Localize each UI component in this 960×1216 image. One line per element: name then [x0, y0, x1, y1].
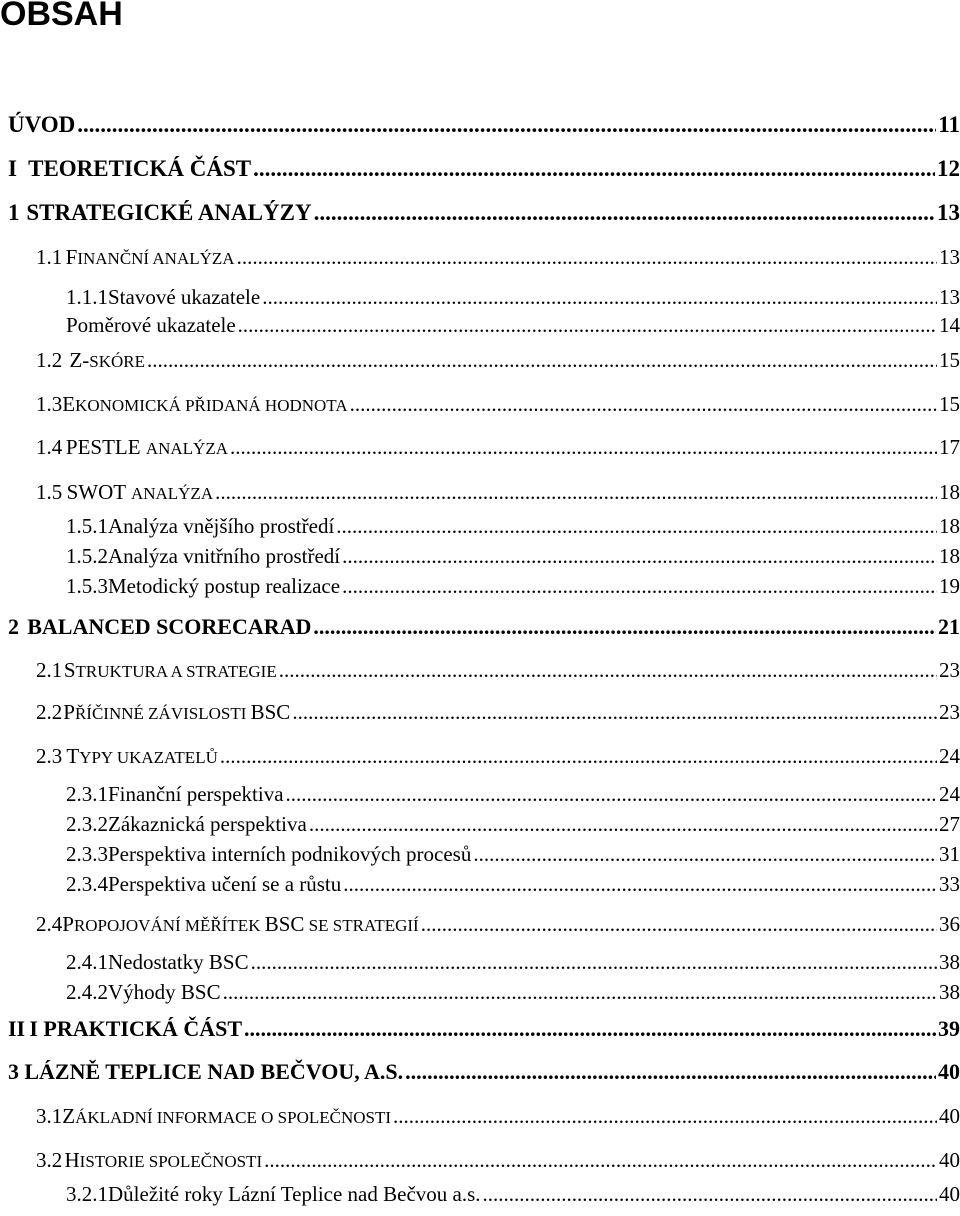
- toc-entry-2-3[interactable]: [36, 744, 960, 769]
- toc-entry-number: 2.3.1: [66, 782, 108, 806]
- toc-entry-title: Metodický postup realizace: [108, 574, 341, 598]
- toc-leader: [350, 392, 937, 417]
- toc-entry-number: 2.4.1: [66, 950, 108, 974]
- toc-entry-number: 3: [8, 1059, 19, 1084]
- toc-entry-title: TYPY UKAZATELŮ: [66, 744, 218, 768]
- toc-entry-page: 40: [939, 1148, 960, 1172]
- toc-entry-title: PŘÍČINNÉ ZÁVISLOSTI BSC: [63, 700, 291, 724]
- toc-entry-title: STRUKTURA A STRATEGIE: [63, 658, 277, 682]
- toc-entry-title: PROPOJOVÁNÍ MĚŘÍTEK BSC SE STRATEGIÍ: [62, 912, 419, 936]
- toc-entry-part-2[interactable]: [8, 1016, 960, 1042]
- toc-leader: [405, 1059, 936, 1085]
- toc-entry-number: 2.4: [36, 912, 63, 936]
- toc-entry-1-2[interactable]: [36, 348, 960, 373]
- toc-entry-title: Finanční perspektiva: [108, 782, 284, 806]
- toc-entry-title: STRATEGICKÉ ANALÝZY: [26, 200, 312, 225]
- toc-entry-1-3[interactable]: [36, 392, 960, 417]
- toc-entry-title: HISTORIE SPOLEČNOSTI: [64, 1148, 263, 1172]
- toc-entry-page: 11: [938, 112, 960, 137]
- toc-leader: [421, 912, 937, 937]
- toc-entry-title: FINANČNÍ ANALÝZA: [65, 245, 235, 269]
- toc-entry-page: 18: [939, 544, 960, 568]
- toc-entry-page: 18: [939, 480, 960, 504]
- toc-leader: [313, 614, 936, 640]
- toc-entry-page: 24: [939, 782, 960, 806]
- toc-entry-chapter-1[interactable]: [8, 200, 960, 226]
- toc-entry-number: 1.5: [36, 480, 63, 504]
- toc-leader: [336, 514, 937, 539]
- toc-entry-title: Nedostatky BSC: [108, 950, 249, 974]
- toc-entry-number: 2.1: [36, 658, 63, 682]
- toc-entry-number: 2.3: [36, 744, 63, 768]
- toc-entry-title: LÁZNĚ TEPLICE NAD BEČVOU, A.S.: [24, 1059, 404, 1084]
- toc-entry-title: I PRAKTICKÁ ČÁST: [29, 1016, 243, 1041]
- toc-entry-uvod[interactable]: [8, 112, 960, 138]
- toc-leader: [244, 1016, 936, 1042]
- toc-leader: [279, 658, 937, 683]
- toc-entry-title: BALANCED SCORECARAD: [27, 614, 312, 639]
- toc-leader: [342, 544, 937, 569]
- toc-entry-page: 33: [939, 872, 960, 896]
- toc-entry-page: 27: [939, 812, 960, 836]
- toc-entry-2-4-1[interactable]: [66, 950, 960, 975]
- toc-entry-title: Důležité roky Lázní Teplice nad Bečvou a.s.: [108, 1182, 481, 1206]
- toc-entry-1-4[interactable]: [36, 435, 960, 460]
- toc-leader: [77, 112, 936, 138]
- toc-entry-page: 39: [938, 1016, 960, 1041]
- toc-entry-page: 17: [939, 435, 960, 459]
- toc-entry-page: 40: [938, 1059, 960, 1084]
- toc-entry-2-2[interactable]: [36, 700, 960, 725]
- toc-leader: [147, 348, 937, 373]
- toc-entry-title: SWOT ANALÝZA: [66, 480, 214, 504]
- toc-leader: [309, 812, 937, 837]
- toc-entry-2-3-3[interactable]: [66, 842, 960, 867]
- toc-entry-page: 15: [939, 348, 960, 372]
- toc-entry-page: 13: [939, 285, 960, 309]
- toc-entry-chapter-2[interactable]: [8, 614, 960, 640]
- toc-entry-page: 12: [937, 156, 960, 181]
- toc-entry-number: 2.2: [36, 700, 63, 724]
- toc-entry-number: I: [8, 156, 17, 181]
- toc-entry-page: 13: [939, 245, 960, 269]
- toc-leader: [343, 872, 937, 897]
- toc-entry-number: 3.1: [36, 1104, 63, 1128]
- toc-entry-number: 2.3.2: [66, 812, 108, 836]
- toc-entry-page: 38: [939, 950, 960, 974]
- toc-entry-title: PESTLE ANALÝZA: [65, 435, 228, 459]
- toc-entry-number: 1.5.2: [66, 544, 108, 568]
- toc-entry-title: TEORETICKÁ ČÁST: [28, 156, 252, 181]
- toc-entry-number: 1.2: [36, 348, 63, 372]
- toc-entry-1-5[interactable]: [36, 480, 960, 505]
- toc-leader: [473, 842, 937, 867]
- toc-leader: [237, 245, 937, 270]
- toc-entry-title: ZÁKLADNÍ INFORMACE O SPOLEČNOSTI: [62, 1104, 392, 1128]
- toc-entry-number: 1.5.1: [66, 514, 108, 538]
- toc-leader: [483, 1182, 937, 1207]
- toc-entry-part-1[interactable]: [8, 156, 960, 182]
- toc-entry-number: 1.1: [36, 245, 63, 269]
- toc-entry-number: 1.3: [36, 392, 63, 416]
- toc-leader: [286, 782, 937, 807]
- toc-entry-title: Perspektiva učení se a růstu: [108, 872, 342, 896]
- toc-entry-page: 23: [939, 658, 960, 682]
- toc-entry-1-5-2[interactable]: [66, 544, 960, 569]
- toc-entry-3-2-1[interactable]: [66, 1182, 960, 1207]
- toc-entry-page: 40: [939, 1104, 960, 1128]
- toc-leader: [314, 200, 935, 226]
- page-title: OBSAH: [0, 0, 123, 33]
- toc-entry-1-1-1[interactable]: [66, 285, 960, 310]
- toc-entry-2-3-1[interactable]: [66, 782, 960, 807]
- toc-leader: [223, 980, 937, 1005]
- toc-entry-title: Stavové ukazatele: [108, 285, 261, 309]
- toc-entry-title: Analýza vnitřního prostředí: [108, 544, 341, 568]
- toc-leader: [342, 574, 937, 599]
- toc-entry-title: EKONOMICKÁ PŘIDANÁ HODNOTA: [62, 392, 348, 416]
- toc-entry-2-1[interactable]: [36, 658, 960, 683]
- toc-leader: [230, 435, 937, 460]
- toc-entry-title: ÚVOD: [8, 112, 76, 137]
- toc-entry-2-3-2[interactable]: [66, 812, 960, 837]
- toc-entry-number: 2.4.2: [66, 980, 108, 1004]
- toc-entry-page: 31: [939, 842, 960, 866]
- toc-entry-number: 1.5.3: [66, 574, 108, 598]
- toc-entry-title: Poměrové ukazatele: [66, 313, 236, 337]
- toc-leader: [238, 313, 937, 338]
- toc-entry-page: 24: [939, 744, 960, 768]
- toc-entry-title: Analýza vnějšího prostředí: [108, 514, 335, 538]
- toc-entry-title: Z-SKÓRE: [69, 348, 145, 372]
- toc-entry-number: 3.2.1: [66, 1182, 108, 1206]
- toc-entry-2-4-2[interactable]: [66, 980, 960, 1005]
- toc-entry-page: 21: [938, 614, 960, 639]
- toc-entry-page: 18: [939, 514, 960, 538]
- toc-entry-number: 3.2: [36, 1148, 63, 1172]
- toc-entry-title: Perspektiva interních podnikových procesů: [108, 842, 472, 866]
- toc-entry-3-2[interactable]: [36, 1148, 960, 1173]
- toc-entry-2-3-4[interactable]: [66, 872, 960, 897]
- toc-leader: [215, 480, 937, 505]
- toc-entry-1-1[interactable]: [36, 245, 960, 270]
- toc-entry-pomerove[interactable]: [66, 313, 960, 338]
- toc-entry-number: 2: [8, 614, 19, 639]
- toc-leader: [264, 1148, 937, 1173]
- toc-entry-page: 13: [937, 200, 960, 225]
- toc-entry-number: 1.1.1: [66, 285, 108, 309]
- toc-entry-page: 36: [939, 912, 960, 936]
- toc-entry-page: 38: [939, 980, 960, 1004]
- toc-leader: [262, 285, 937, 310]
- toc-entry-page: 23: [939, 700, 960, 724]
- toc-entry-title: Zákaznická perspektiva: [108, 812, 307, 836]
- toc-leader: [253, 156, 935, 182]
- toc-entry-number: 2.3.4: [66, 872, 108, 896]
- toc-entry-1-5-3[interactable]: [66, 574, 960, 599]
- toc-leader: [220, 744, 937, 769]
- toc-entry-number: II: [8, 1016, 26, 1041]
- toc-entry-number: 1: [8, 200, 20, 225]
- toc-entry-page: 19: [939, 574, 960, 598]
- toc-entry-title: Výhody BSC: [108, 980, 221, 1004]
- toc-leader: [251, 950, 937, 975]
- toc-entry-number: 2.3.3: [66, 842, 108, 866]
- toc-entry-chapter-3[interactable]: [8, 1059, 960, 1085]
- toc-entry-2-4[interactable]: [36, 912, 960, 937]
- toc-entry-page: 15: [939, 392, 960, 416]
- toc-entry-3-1[interactable]: [36, 1104, 960, 1129]
- toc-entry-page: 40: [939, 1182, 960, 1206]
- toc-entry-number: 1.4: [36, 435, 63, 459]
- toc-entry-1-5-1[interactable]: [66, 514, 960, 539]
- toc-leader: [393, 1104, 937, 1129]
- toc-leader: [292, 700, 937, 725]
- toc-entry-page: 14: [939, 313, 960, 337]
